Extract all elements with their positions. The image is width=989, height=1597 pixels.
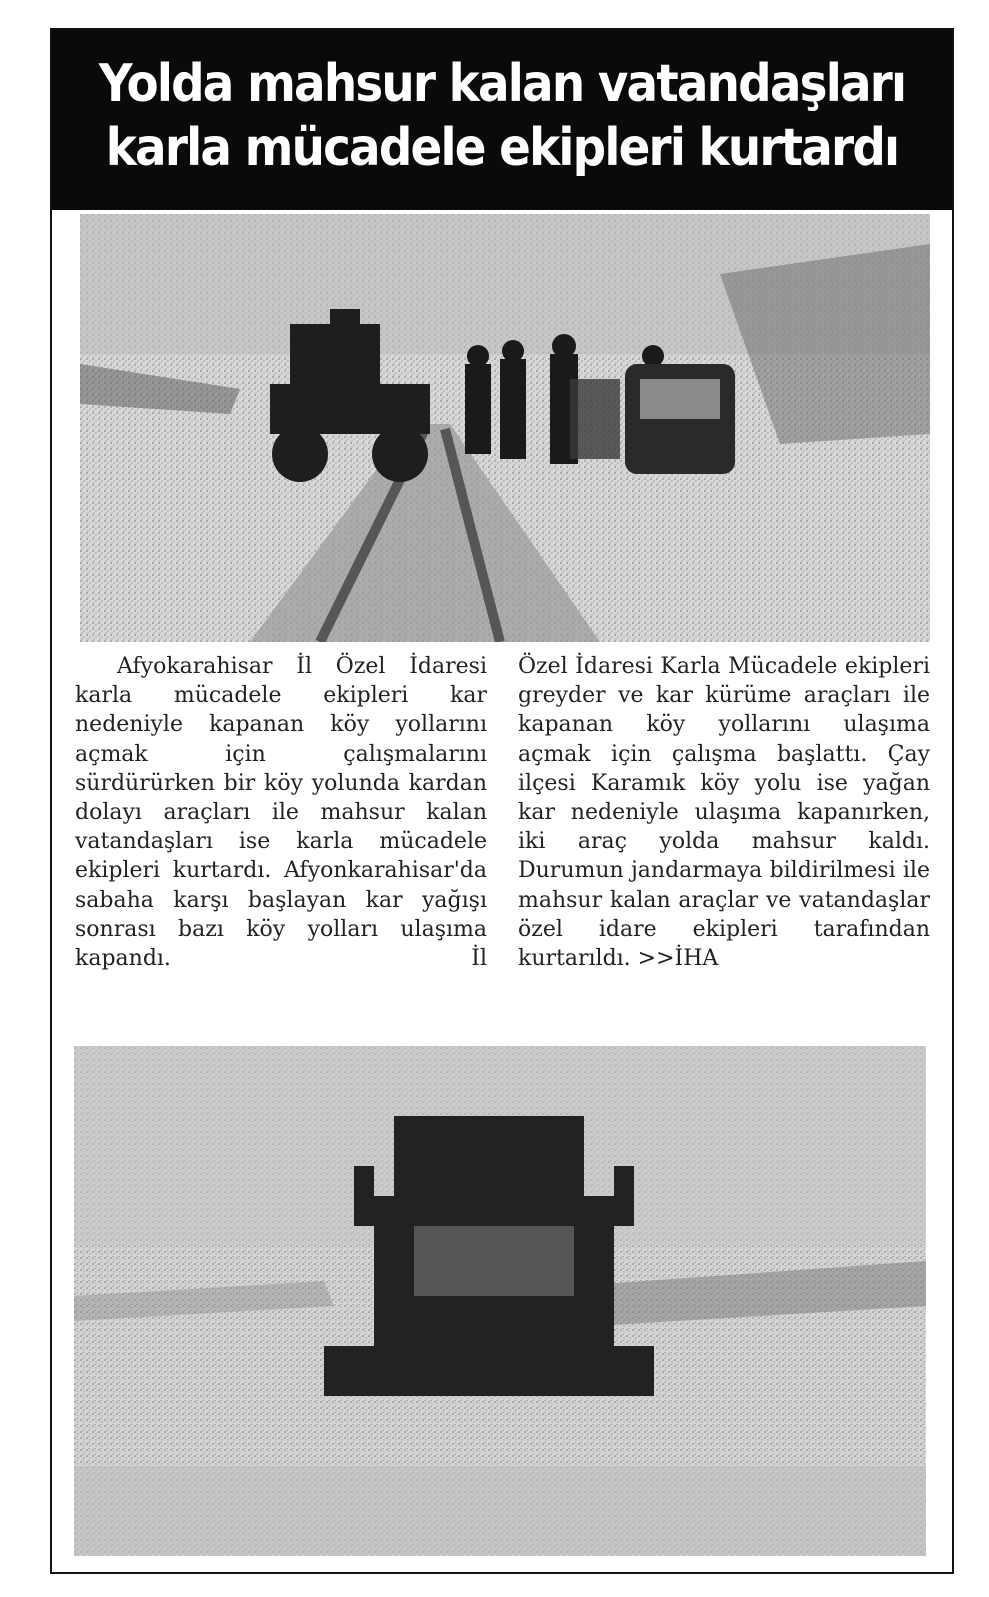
article-column-right	[518, 652, 930, 973]
photo-snowplow-truck	[74, 1046, 926, 1556]
headline-line-2: karla mücadele ekipleri kurtardı	[105, 118, 899, 178]
article-paragraph: Afyokarahisar İl Özel İdaresi karla mücadele ekipleri kar nedeniyle kapanan köy yollarını açmak için çalışmalarını sürdürürken bir köy yolunda kardan dolayı araçları ile mahsur kalan vatandaşları ise karla mücadele ekipleri kurtardı. Afyonkarahisar'da sabaha karşı başlayan kar yağışı sonrası bazı köy yolları ulaşıma kapandı. İl	[75, 654, 487, 972]
headline-band	[52, 30, 952, 210]
article-column-left	[75, 652, 487, 973]
headline	[97, 52, 907, 180]
article-frame	[50, 28, 954, 1574]
headline-line-1: Yolda mahsur kalan vatandaşları	[98, 54, 906, 114]
article-paragraph: Özel İdaresi Karla Mücadele ekipleri greyder ve kar kürüme araçları ile kapanan köy yollarını ulaşıma açmak için çalışma başlattı. Çay ilçesi Karamık köy yolu ise yağan kar nedeniyle ulaşıma kapanırken, iki araç yolda mahsur kaldı. Durumun jandarmaya bildirilmesi ile mahsur kalan araçlar ve vatandaşlar özel idare ekipleri tarafından kurtarıldı. >>İHA	[518, 654, 930, 972]
photo-grader-on-snowy-road	[80, 214, 930, 642]
